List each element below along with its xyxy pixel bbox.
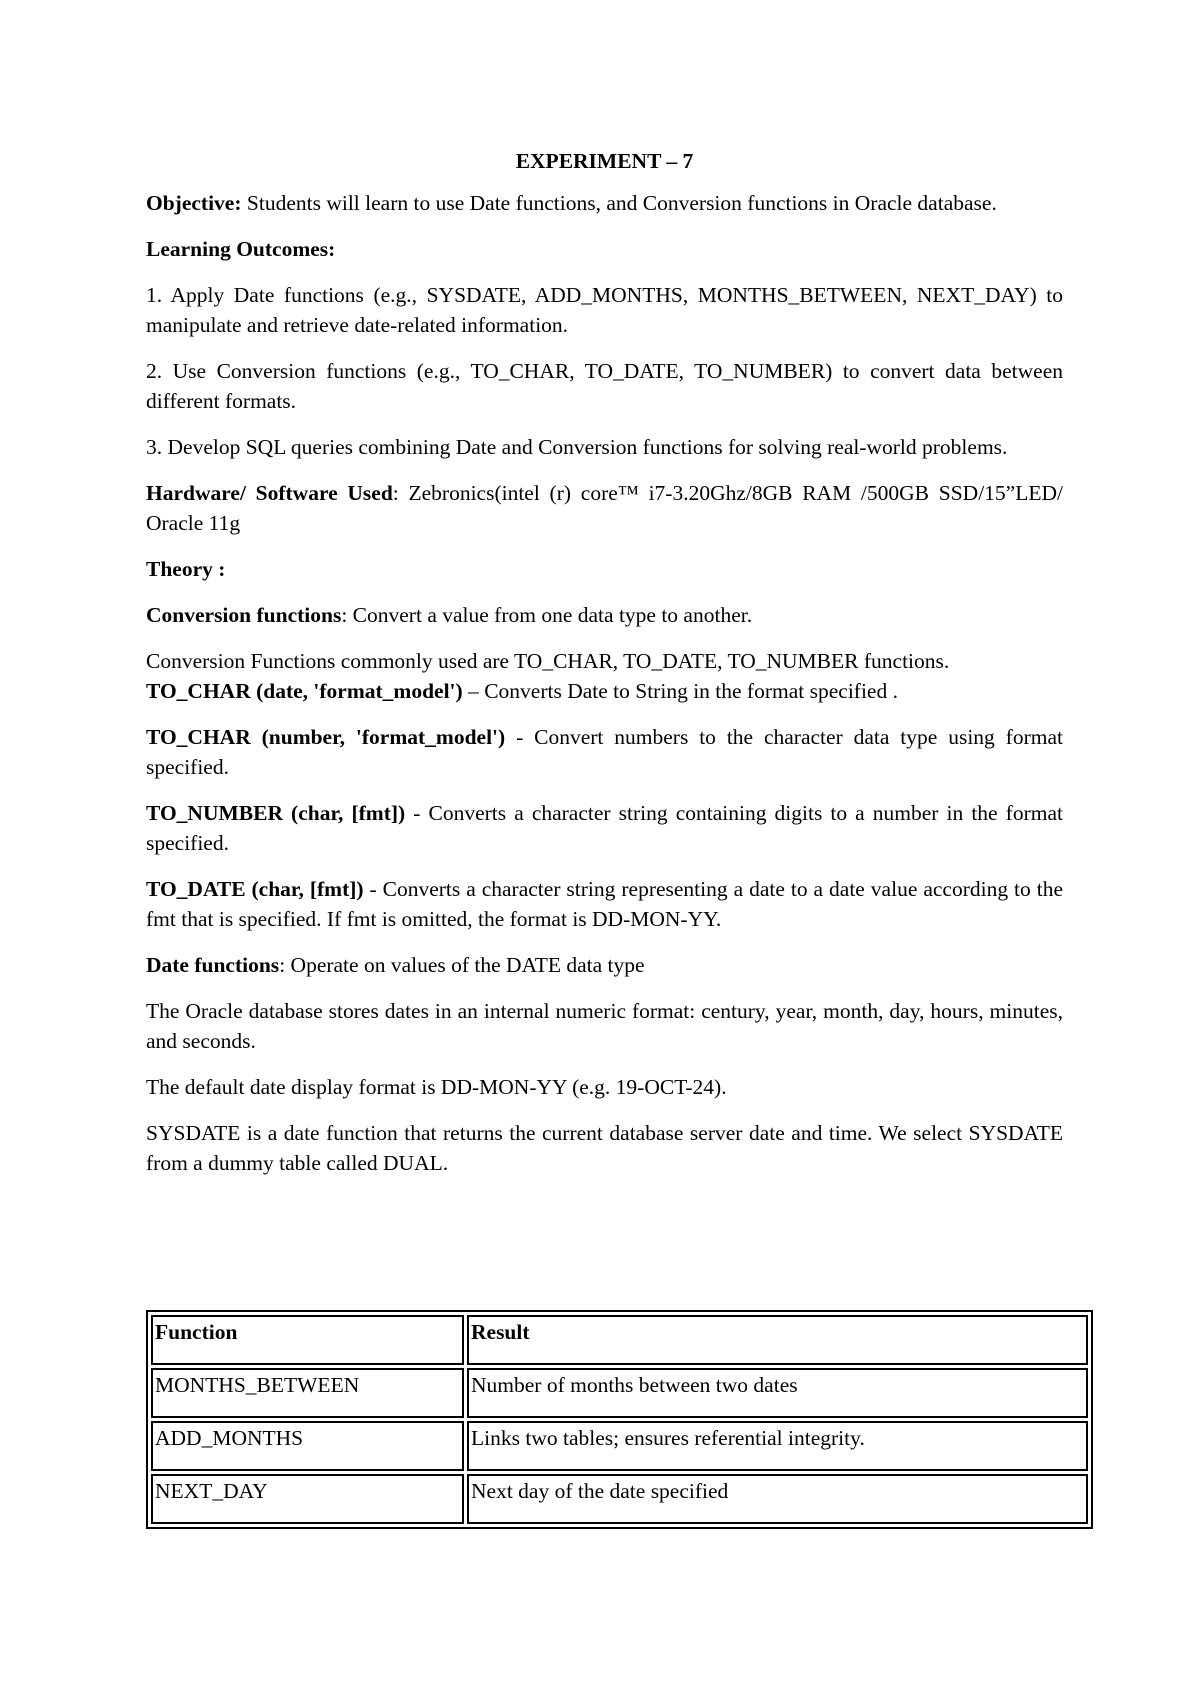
objective-label: Objective: [146,191,242,215]
table-header-result: Result [467,1315,1088,1365]
conversion-functions-label: Conversion functions [146,603,342,627]
learning-outcome-2: 2. Use Conversion functions (e.g., TO_CHAR, TO_DATE, TO_NUMBER) to convert data between different formats. [146,359,1063,413]
table-row [151,1421,1088,1471]
functions-table-wrapper [146,1310,1093,1529]
conversion-functions-paragraph [146,600,1063,630]
date-storage-paragraph: The Oracle database stores dates in an internal numeric format: century, year, month, day, hours, minutes, and seconds. [146,999,1063,1053]
table-cell-function: MONTHS_BETWEEN [151,1368,464,1418]
table-header-row [151,1315,1088,1365]
learning-outcomes-label: Learning Outcomes: [146,237,336,261]
objective-paragraph [146,188,1063,218]
to-date-label: TO_DATE (char, [fmt]) [146,877,364,901]
table-cell-function: ADD_MONTHS [151,1421,464,1471]
table-row [151,1368,1088,1418]
functions-table [146,1310,1093,1529]
page-title: EXPERIMENT – 7 [515,149,694,173]
date-functions-text: : Operate on values of the DATE data type [279,953,645,977]
conversion-functions-text: : Convert a value from one data type to another. [341,603,753,627]
to-char-date-label: TO_CHAR (date, 'format_model') [146,679,463,703]
objective-text: Students will learn to use Date functions, and Conversion functions in Oracle database. [241,191,997,215]
date-functions-label: Date functions [146,953,280,977]
hardware-text: : Zebronics(intel (r) core™ i7-3.20Ghz/8GB RAM /500GB SSD/15”LED/ Oracle 11g [146,481,1063,535]
to-date-text: - Converts a character string representing a date to a date value according to the fmt that is specified. If fmt is omitted, the format is DD-MON-YY. [146,877,1063,931]
sysdate-paragraph: SYSDATE is a date function that returns the current database server date and time. We select SYSDATE from a dummy table called DUAL. [146,1121,1063,1175]
table-cell-result: Number of months between two dates [467,1368,1088,1418]
table-cell-function: NEXT_DAY [151,1474,464,1524]
table-header-function: Function [151,1315,464,1365]
to-char-date-paragraph [146,676,1063,706]
learning-outcomes-heading [146,234,1063,264]
learning-outcome-1: 1. Apply Date functions (e.g., SYSDATE, ADD_MONTHS, MONTHS_BETWEEN, NEXT_DAY) to manipulate and retrieve date-related information. [146,283,1063,337]
to-number-label: TO_NUMBER (char, [fmt]) [146,801,406,825]
to-number-text: - Converts a character string containing digits to a number in the format specified. [146,801,1063,855]
to-char-number-paragraph [146,722,1063,782]
to-char-date-text: – Converts Date to String in the format specified . [462,679,898,703]
default-format-paragraph: The default date display format is DD-MON-YY (e.g. 19-OCT-24). [146,1075,727,1099]
to-number-paragraph [146,798,1063,858]
theory-label: Theory : [146,557,226,581]
table-row [151,1474,1088,1524]
theory-heading [146,554,1063,584]
learning-outcome-3: 3. Develop SQL queries combining Date and Conversion functions for solving real-world problems. [146,435,1008,459]
date-functions-paragraph [146,950,1063,980]
conversion-common-paragraph: Conversion Functions commonly used are TO_CHAR, TO_DATE, TO_NUMBER functions. [146,649,950,673]
to-char-number-label: TO_CHAR (number, 'format_model') [146,725,506,749]
hardware-label: Hardware/ Software Used [146,481,393,505]
hardware-paragraph [146,478,1063,538]
table-cell-result: Next day of the date specified [467,1474,1088,1524]
to-char-number-text: - Convert numbers to the character data type using format specified. [146,725,1063,779]
to-date-paragraph [146,874,1063,934]
table-cell-result: Links two tables; ensures referential integrity. [467,1421,1088,1471]
